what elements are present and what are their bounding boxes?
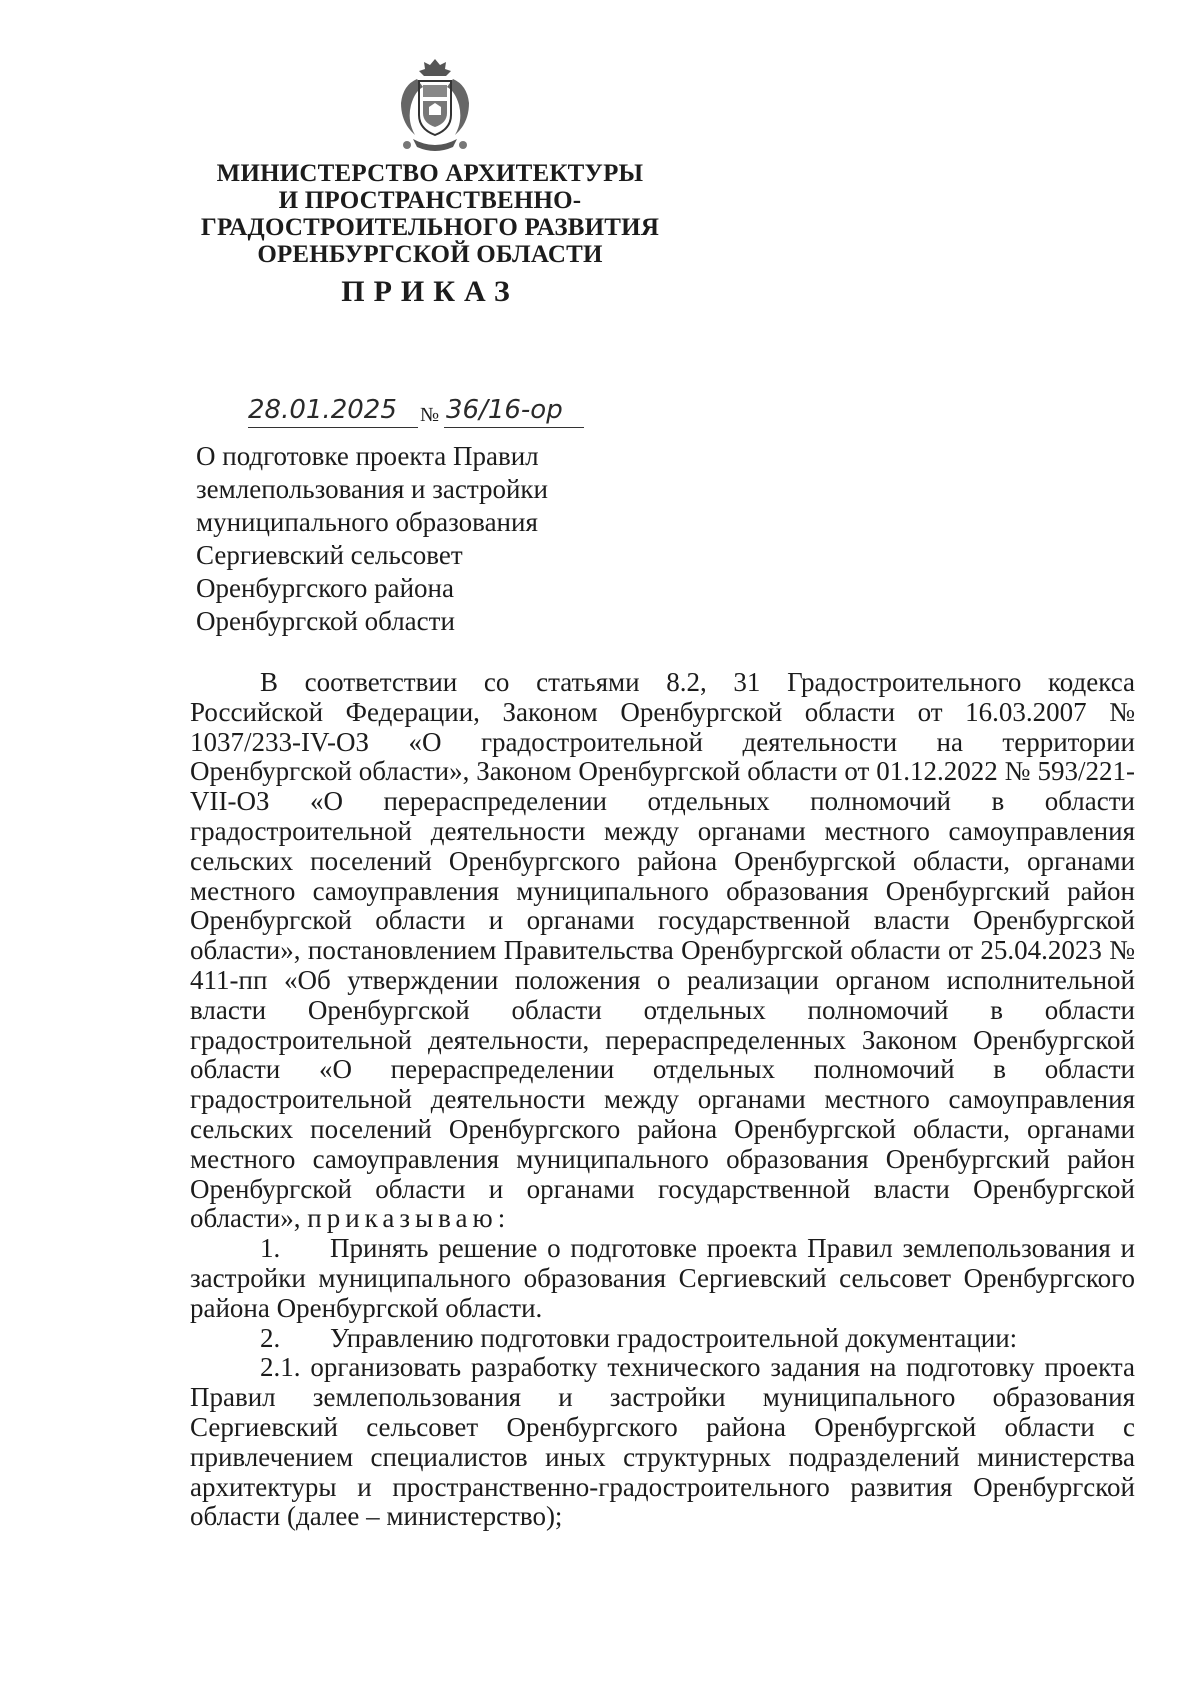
- preamble-paragraph: [190, 668, 1135, 1234]
- order-date-number: [248, 395, 648, 435]
- subject-line: муниципального образования: [196, 507, 538, 537]
- item-1-text: Принять решение о подготовке проекта Правил землепользования и застройки муниципального образования Сергиевский сельсовет Оренбургского района Оренбургской области.: [190, 1233, 1135, 1323]
- ministry-name-line-4: ОРЕНБУРГСКОЙ ОБЛАСТИ: [257, 241, 603, 268]
- ministry-name-line-1: МИНИСТЕРСТВО АРХИТЕКТУРЫ: [216, 160, 644, 187]
- order-body: [190, 668, 1135, 1532]
- item-2: [190, 1324, 1135, 1354]
- subject-line: Оренбургской области: [196, 606, 455, 636]
- subject-line: О подготовке проекта Правил: [196, 441, 539, 471]
- item-2-1-text: 2.1. организовать разработку технического задания на подготовку проекта Правил землепользования и застройки муниципального образования Сергиевский сельсовет Оренбургского района Оренбургской области с привлечением специалистов иных структурных подразделений министерства архитектуры и пространственно-градостроительного развития Оренбургской области (далее – министерство);: [190, 1352, 1135, 1532]
- item-2-number: 2.: [260, 1322, 281, 1353]
- number-underline: [444, 427, 584, 428]
- subject-line: Оренбургского района: [196, 573, 454, 603]
- number-sign: №: [420, 404, 440, 426]
- order-subject: [196, 440, 548, 638]
- item-2-1: [190, 1353, 1135, 1532]
- order-number: 36/16-ор: [446, 395, 563, 425]
- preamble-text: В соответствии со статьями 8.2, 31 Градостроительного кодекса Российской Федерации, Законом Оренбургской области от 16.03.2007 № 1037/233-IV-ОЗ «О градостроительной деятельности на территории Оренбургской области», Законом Оренбургской области от 01.12.2022 № 593/221-VII-ОЗ «О перераспределении отдельных полномочий в области градостроительной деятельности между органами местного самоуправления сельских поселений Оренбургского района Оренбургской области, органами местного самоуправления муниципального образования Оренбургский район Оренбургской области и органами государственной власти Оренбургской области», постановлением Правительства Оренбургской области от 25.04.2023 № 411-пп «Об утверждении положения о реализации органом исполнительной власти Оренбургской области отдельных полномочий в области градостроительной деятельности, перераспределенных Законом Оренбургской области «О перераспределении отдельных полномочий в области градостроительной деятельности между органами местного самоуправления сельских поселений Оренбургского района Оренбургской области, органами местного самоуправления муниципального образования Оренбургский район Оренбургской области и органами государственной власти Оренбургской области»,: [190, 667, 1135, 1234]
- document-title: ПРИКАЗ: [341, 275, 519, 308]
- order-date: 28.01.2025: [248, 395, 397, 425]
- item-2-text: Управлению подготовки градостроительной документации:: [330, 1322, 1018, 1353]
- ministry-header: [150, 160, 710, 268]
- date-underline: [248, 427, 418, 428]
- order-word: приказываю:: [307, 1203, 511, 1234]
- coat-of-arms-emblem: [395, 55, 475, 155]
- item-1-number: 1.: [260, 1233, 281, 1264]
- subject-line: Сергиевский сельсовет: [196, 540, 463, 570]
- item-1: [190, 1234, 1135, 1323]
- subject-line: землепользования и застройки: [196, 474, 549, 504]
- ministry-name-line-2: И ПРОСТРАНСТВЕННО-: [278, 187, 582, 214]
- ministry-name-line-3: ГРАДОСТРОИТЕЛЬНОГО РАЗВИТИЯ: [200, 214, 660, 241]
